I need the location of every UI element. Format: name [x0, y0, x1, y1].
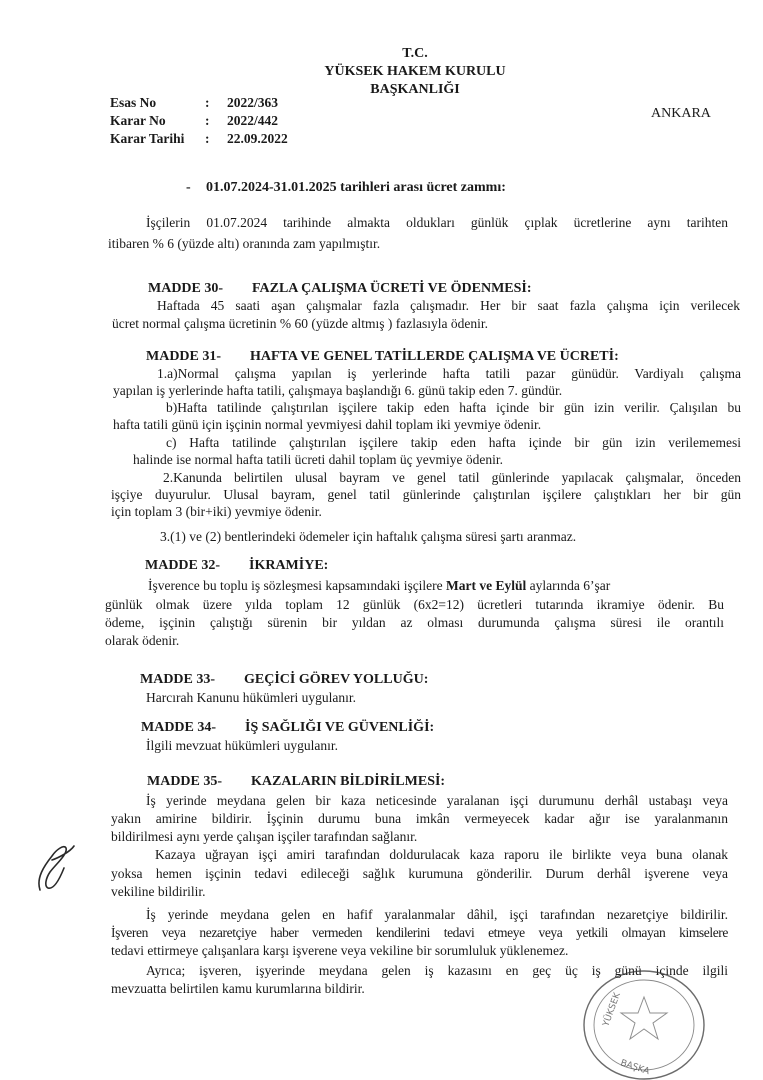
article-32-line: [148, 578, 610, 594]
meta-value-esas: 2022/363: [227, 95, 279, 110]
article-31-line: 1.a)Normal çalışma yapılan iş yerlerinde hafta tatili pazar günüdür. Vardiyalı çalışma: [157, 366, 741, 381]
meta-sep: :: [205, 131, 210, 146]
article-31-heading: [146, 349, 619, 365]
svg-text:BAŞKA: BAŞKA: [619, 1058, 651, 1078]
article-32-text: aylarında 6’şar: [526, 578, 611, 593]
article-35-line: yoksa hemen işçinin tedavi edileceği sağlık kurumuna gönderilir. Durum derhâl işverene veya: [111, 866, 728, 881]
article-32-line: ödeme, işçinin çalıştığı sürenin bir yıldan az olması durumunda çalışma süresi ile orantılı: [105, 615, 724, 630]
meta-label: Karar Tarihi: [110, 131, 185, 146]
article-31-line: c) Hafta tatilinde çalıştırılan işçilere takip eden hafta içinde bir gün izin verilememesi: [166, 435, 741, 450]
article-31-line: b)Hafta tatilinde çalıştırılan işçilere takip eden hafta içinde bir gün izin verilir. Çalışılan bu: [166, 400, 741, 415]
meta-sep: :: [205, 95, 210, 110]
article-35-line: vekiline bildirilir.: [111, 884, 206, 899]
article-31-line: 3.(1) ve (2) bentlerindeki ödemeler için haftalık çalışma süresi şartı aranmaz.: [160, 529, 577, 544]
article-34-line: İlgili mevzuat hükümleri uygulanır.: [146, 738, 338, 753]
header-city: ANKARA: [651, 106, 711, 121]
article-31-line: 2.Kanunda belirtilen ulusal bayram ve genel tatil günlerinde yapılacak çalışmalar, önceden: [163, 470, 741, 485]
zam-dash: -: [186, 180, 191, 195]
article-33-line: Harcırah Kanunu hükümleri uygulanır.: [146, 690, 356, 705]
article-31-line: halinde ise normal hafta tatili ücreti dahil toplam üç yevmiye ödenir.: [133, 452, 504, 467]
zam-line: İşçilerin 01.07.2024 tarihinde almakta oldukları günlük çıplak ücretlerine aynı tarihten: [146, 215, 728, 230]
meta-label: Karar No: [110, 113, 166, 128]
article-31-line: işçiye duyurulur. Ulusal bayram, genel tatil günlerinde çalıştırılan işçilere çalıştıkları her bir gün: [111, 487, 741, 502]
article-35-heading: [147, 774, 445, 790]
header-tc: T.C.: [402, 46, 428, 61]
header-org: YÜKSEK HAKEM KURULU: [324, 64, 506, 79]
article-35-line: yakın amirine bildirir. İşçinin durumu buna imkân vermeyecek kadar ağır ise yaralanmanın: [111, 811, 728, 826]
article-32-line: olarak ödenir.: [105, 633, 180, 648]
article-30-heading: [148, 281, 532, 297]
article-number: MADDE 32-: [145, 558, 221, 573]
article-number: MADDE 35-: [147, 774, 223, 789]
zam-title: 01.07.2024-31.01.2025 tarihleri arası ücret zammı:: [206, 180, 506, 195]
article-35-line: bildirilmesi aynı yerde çalışan işçiler tarafından sağlanır.: [111, 829, 418, 844]
article-title: FAZLA ÇALIŞMA ÜCRETİ VE ÖDENMESİ:: [252, 281, 532, 296]
meta-label: Esas No: [110, 95, 157, 110]
article-32-months: Mart ve Eylül: [446, 578, 527, 593]
article-title: GEÇİCİ GÖREV YOLLUĞU:: [244, 672, 429, 687]
official-seal-stamp: [578, 965, 708, 1080]
article-title: İKRAMİYE:: [249, 558, 329, 573]
article-35-line: Ayrıca; işveren, işyerinde meydana gelen iş kazasını en geç üç iş günü içinde ilgili: [146, 963, 728, 978]
article-33-heading: [140, 672, 428, 688]
article-title: HAFTA VE GENEL TATİLLERDE ÇALIŞMA VE ÜCRETİ:: [250, 349, 619, 364]
article-31-line: için toplam 3 (bir+iki) yevmiye ödenir.: [111, 504, 322, 519]
article-30-line: Haftada 45 saati aşan çalışmalar fazla çalışmadır. Her bir saat fazla çalışma için verilecek: [157, 298, 740, 313]
header-dept: BAŞKANLIĞI: [370, 82, 460, 97]
article-35-line: İş yerinde meydana gelen en hafif yaralanmalar dâhil, işçi tarafından nezaretçiye bildirilir.: [146, 907, 728, 922]
article-title: İŞ SAĞLIĞI VE GÜVENLİĞİ:: [245, 720, 435, 735]
article-title: KAZALARIN BİLDİRİLMESİ:: [251, 774, 446, 789]
article-32-line: günlük olmak üzere yılda toplam 12 günlük (6x2=12) ücretleri tutarında ikramiye ödenir. Bu: [105, 597, 724, 612]
handwritten-signature: [30, 838, 80, 898]
article-35-line: mevzuatta belirtilen kamu kurumlarına bildirir.: [111, 981, 365, 996]
article-35-line: İşveren veya nezaretçiye haber vermeden kendilerini tedavi etmeye veya yetkili olmayan kimselere: [111, 925, 728, 940]
article-35-line: tedavi ettirmeye çalışanlara karşı işverene veya vekiline bir sorumluluk yüklenemez.: [111, 943, 569, 958]
meta-value-date: 22.09.2022: [227, 131, 288, 146]
article-35-line: İş yerinde meydana gelen bir kaza neticesinde yaralanan işçi durumunu derhâl ustabaşı veya: [146, 793, 728, 808]
article-number: MADDE 31-: [146, 349, 222, 364]
meta-sep: :: [205, 113, 210, 128]
zam-line: itibaren % 6 (yüzde altı) oranında zam yapılmıştır.: [108, 236, 381, 251]
article-number: MADDE 30-: [148, 281, 224, 296]
article-number: MADDE 34-: [141, 720, 217, 735]
article-35-line: Kazaya uğrayan işçi amiri tarafından doldurulacak kaza raporu ile birlikte veya buna olanak: [155, 847, 728, 862]
article-number: MADDE 33-: [140, 672, 216, 687]
article-32-heading: [145, 558, 328, 574]
article-31-line: hafta tatili günü için işçinin normal yevmiyesi dahil toplam iki yevmiye ödenir.: [113, 417, 542, 432]
article-30-line: ücret normal çalışma ücretinin % 60 (yüzde altmış ) fazlasıyla ödenir.: [112, 316, 488, 331]
article-31-line: yapılan iş yerlerinde hafta tatili, çalışmaya başlandığı 6. günü takip eden 7. gündür.: [113, 383, 563, 398]
article-32-text: İşverence bu toplu iş sözleşmesi kapsamındaki işçilere: [148, 578, 447, 593]
svg-text:YÜKSEK: YÜKSEK: [601, 991, 623, 1029]
meta-value-karar: 2022/442: [227, 113, 279, 128]
article-34-heading: [141, 720, 434, 736]
